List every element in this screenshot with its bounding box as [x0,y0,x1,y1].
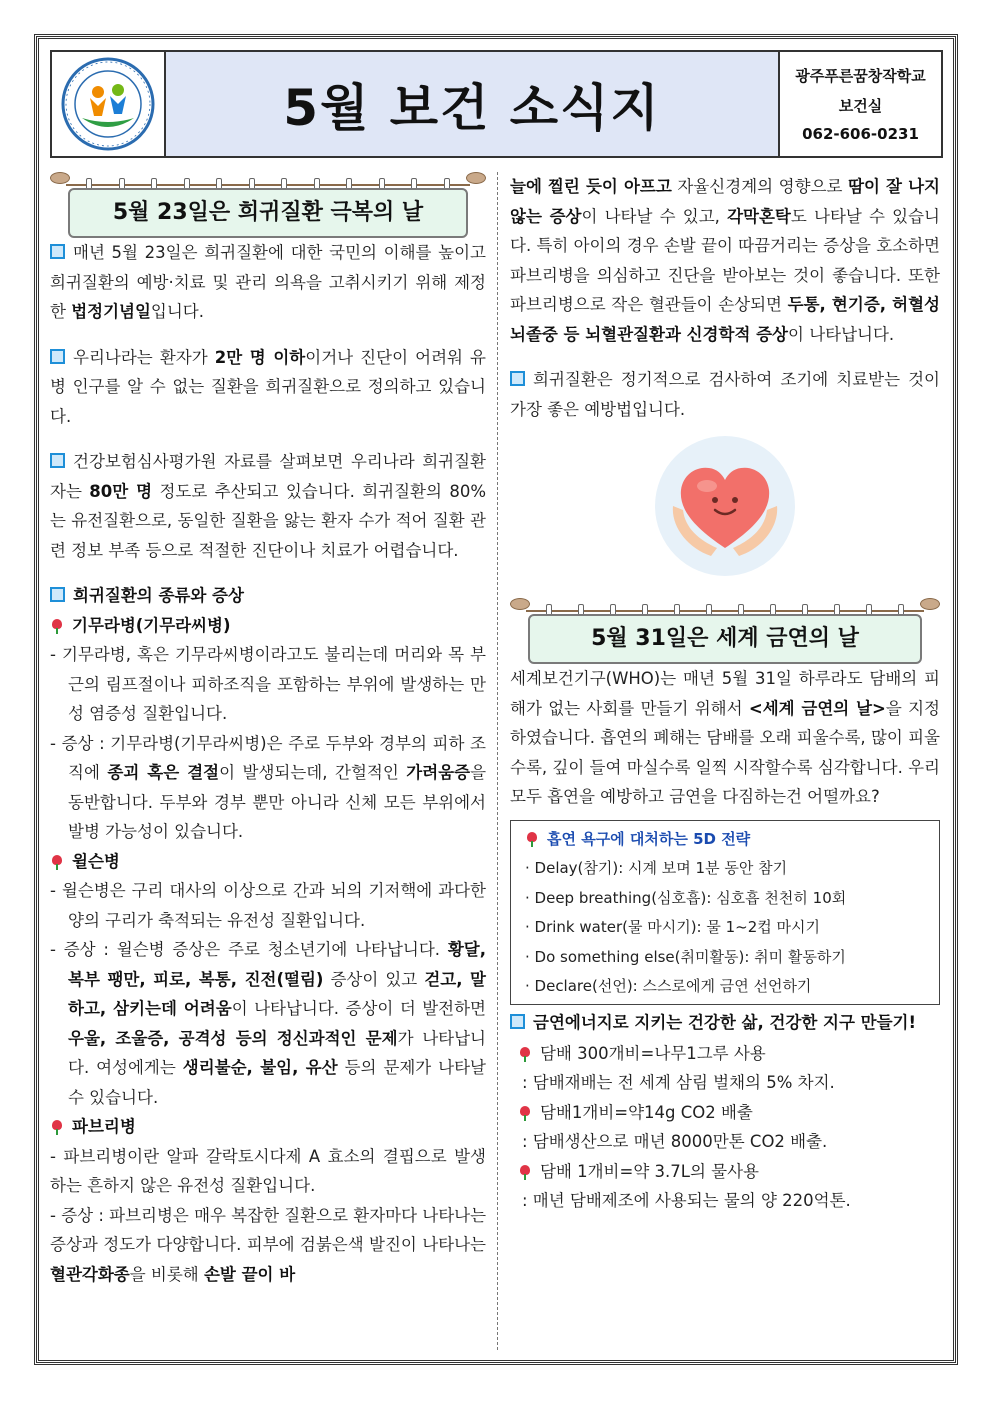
energy-item: 담배 300개비=나무1그루 사용 [510,1039,940,1069]
disease-fabry-symptom: - 증상 : 파브리병은 매우 복잡한 질환으로 환자마다 나타나는 증상과 정도가 다양합니다. 피부에 검붉은색 발진이 나타나는 혈관각화종을 비롯해 손발 끝이 바 [50,1205,487,1284]
strategy-item: · Drink water(물 마시기): 물 1~2컵 마시기 [525,918,821,936]
blue-square-bullet-icon [50,349,65,364]
paragraph-statistics: 건강보험심사평가원 자료를 살펴보면 우리나라 희귀질환자는 80만 명 정도로 추산되고 있습니다. 희귀질환의 80%는 유전질환으로, 동일한 질환을 앓는 환자 수가 적어 질환 관련 정보 부족 등으로 적절한 진단이나 치료가 어렵습니다. [50,452,487,560]
red-flower-icon [50,855,64,869]
paragraph-prevention: 희귀질환은 정기적으로 검사하여 조기에 치료받는 것이 가장 좋은 예방법입니다. [510,370,940,419]
newsletter-header [50,50,943,158]
disease-wilson-desc: - 윌슨병은 구리 대사의 이상으로 간과 뇌의 기저핵에 과다한 양의 구리가 축적되는 유전성 질환입니다. [50,881,486,930]
disease-fabry-title: 파브리병 [50,1112,486,1142]
disease-wilson-title: 윌슨병 [50,847,486,877]
page-title: 5월 보건 소식지 [283,79,661,137]
blue-square-bullet-icon [50,587,65,602]
school-emblem-icon [60,56,156,152]
heart-illustration [655,436,795,576]
banner-title: 5월 31일은 세계 금연의 날 [528,614,922,664]
energy-item: 담배 1개비=약 3.7L의 물사용 [510,1157,940,1187]
red-flower-icon [518,1165,532,1179]
disease-kimura-symptom: - 증상 : 기무라병(기무라씨병)은 주로 두부와 경부의 피하 조직에 종괴 혹은 결절이 발생되는데, 간헐적인 가려움증을 동반합니다. 두부와 경부 뿐만 아니라 신체 모든 부위에서 발병 가능성이 있습니다. [50,733,487,841]
blue-square-bullet-icon [510,1014,525,1029]
school-info [780,50,943,158]
rare-disease-banner [50,172,486,234]
red-flower-icon [518,1047,532,1061]
red-flower-icon [50,1120,64,1134]
column-divider [497,172,498,1350]
heart-in-hands-icon [655,436,795,576]
paragraph-definition: 우리나라는 환자가 2만 명 이하이거나 진단이 어려워 유병 인구를 알 수 없는 질환을 희귀질환으로 정의하고 있습니다. [50,347,486,426]
red-flower-icon [50,619,64,633]
energy-item: 담배1개비=약14g CO2 배출 [510,1098,940,1128]
strategy-title: 흡연 욕구에 대처하는 5D 전략 [525,825,929,855]
disease-kimura-title: 기무라병(기무라씨병) [50,611,486,641]
red-flower-icon [518,1106,532,1120]
phone-number: 062-606-0231 [802,125,919,143]
disease-wilson-symptom: - 증상 : 윌슨병 증상은 주로 청소년기에 나타납니다. 황달, 복부 팽만, 피로, 복통, 진전(떨림) 증상이 있고 걷고, 말하고, 삼키는데 어려움이 나타납니다. 증상이 더 발전하면 우울, 조울증, 공격성 등의 정신과적인 문제가 나타납니다. 여성에게는 생리불순, 불임, 유산 등의 문제가 나타날 수 있습니다. [50,940,486,1107]
energy-item-sub: : 매년 담배제조에 사용되는 물의 양 220억톤. [522,1191,851,1210]
strategy-item: · Declare(선언): 스스로에게 금연 선언하기 [525,977,812,995]
paragraph-anniversary: 매년 5월 23일은 희귀질환에 대한 국민의 이해를 높이고 희귀질환의 예방·치료 및 관리 의욕을 고취시키기 위해 제정한 법정기념일입니다. [50,243,486,321]
energy-item-sub: : 담배재배는 전 세계 삼림 벌채의 5% 차지. [522,1073,835,1092]
blue-square-bullet-icon [50,244,65,259]
disease-kimura-desc: - 기무라병, 혹은 기무라씨병이라고도 불리는데 머리와 목 부근의 림프절이나 피하조직을 포함하는 부위에 발생하는 만성 염증성 질환입니다. [50,645,486,723]
strategy-box [510,820,940,1005]
no-smoking-banner [510,598,940,660]
logo-box [50,50,164,158]
strategy-item: · Delay(참기): 시계 보며 1분 동안 참기 [525,859,788,877]
paragraph-who: 세계보건기구(WHO)는 매년 5월 31일 하루라도 담배의 피해가 없는 사회를 만들기 위해서 <세계 금연의 날>을 지정하였습니다. 흡연의 폐해는 담배를 오래 피울수록, 많이 피울수록, 깊이 들여 마실수록 일찍 시작할수록 심각합니다. 우리 모두 흡연을 예방하고 금연을 다짐하는건 어떨까요? [510,669,940,806]
fabry-continued: 늘에 찔린 듯이 아프고 자율신경계의 영향으로 땀이 잘 나지 않는 증상이 나타날 수 있고, 각막혼탁도 나타날 수 있습니다. 특히 아이의 경우 손발 끝이 따끔거리는 증상을 호소하면 파브리병을 의심하고 진단을 받아보는 것이 좋습니다. 또한 파브리병으로 작은 혈관들이 손상되면 두통, 현기증, 허혈성 뇌졸중 등 뇌혈관질환과 신경학적 증상이 나타납니다. [510,177,940,344]
disease-fabry-desc: - 파브리병이란 알파 갈락토시다제 A 효소의 결핍으로 발생하는 흔하지 않은 유전성 질환입니다. [50,1146,486,1195]
left-column [50,172,486,1289]
school-name: 광주푸른꿈창작학교 [795,67,926,85]
blue-square-bullet-icon [510,371,525,386]
strategy-item: · Do something else(취미활동): 취미 활동하기 [525,947,846,966]
banner-title: 5월 23일은 희귀질환 극복의 날 [68,188,468,238]
blue-square-bullet-icon [50,453,65,468]
strategy-item: · Deep breathing(심호흡): 심호흡 천천히 10회 [525,888,847,907]
energy-item-sub: : 담배생산으로 매년 8000만톤 CO2 배출. [522,1132,828,1151]
title-box [164,50,780,158]
types-heading: 희귀질환의 종류와 증상 [50,581,486,611]
office-name: 보건실 [838,97,883,115]
right-column [510,172,940,1216]
red-flower-icon [525,832,539,846]
energy-heading: 금연에너지로 지키는 건강한 삶, 건강한 지구 만들기! [510,1011,940,1035]
